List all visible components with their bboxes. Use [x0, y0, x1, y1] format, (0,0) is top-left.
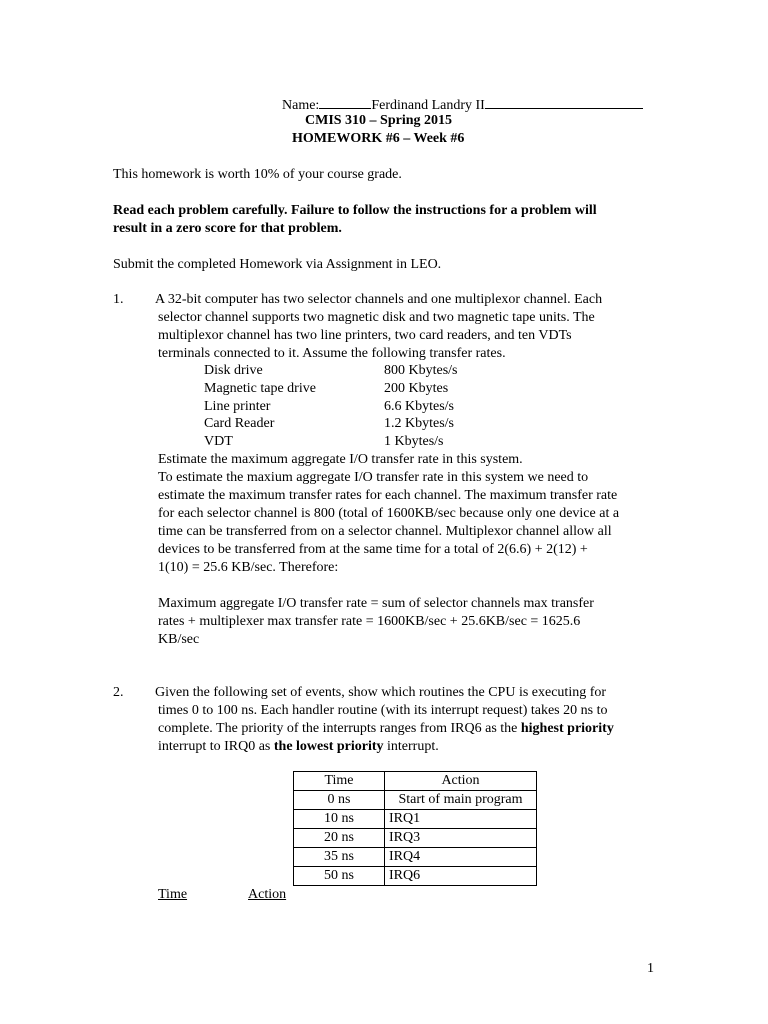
conclusion-line: KB/sec	[158, 632, 200, 647]
answer-line: To estimate the maxium aggregate I/O transfer rate in this system we need to	[158, 470, 589, 485]
worth-text: This homework is worth 10% of your course grade.	[113, 167, 402, 182]
table-header-time: Time	[294, 772, 385, 791]
rate-value: 1 Kbytes/s	[384, 434, 444, 449]
problem-1-line: multiplexor channel has two line printers, two card readers, and ten VDTs	[158, 328, 572, 343]
problem-2-number: 2.	[113, 685, 124, 700]
problem-2-line-3	[158, 720, 614, 737]
warning-line-1: Read each problem carefully. Failure to follow the instructions for a problem will	[113, 203, 597, 218]
rate-device: VDT	[204, 434, 233, 449]
name-blank-right	[485, 95, 643, 109]
problem-2-line: times 0 to 100 ns. Each handler routine (with its interrupt request) takes 20 ns to	[158, 703, 608, 718]
rate-value: 800 Kbytes/s	[384, 363, 458, 378]
rate-value: 1.2 Kbytes/s	[384, 416, 454, 431]
answer-action-label: Action	[248, 887, 287, 902]
answer-line: time can be transferred from on a selector channel. Multiplexor channel allow all	[158, 524, 612, 539]
table-cell-action: IRQ6	[385, 867, 537, 886]
problem-1-line: A 32-bit computer has two selector channels and one multiplexor channel. Each	[155, 292, 603, 307]
table-header-row	[294, 772, 537, 791]
student-name: Ferdinand Landry II	[371, 98, 485, 113]
line4-text: interrupt to IRQ0 as	[158, 739, 274, 754]
highest-priority-text: highest priority	[520, 721, 614, 736]
table-cell-time: 35 ns	[294, 848, 385, 867]
answer-line: devices to be transferred from at the same time for a total of 2(6.6) + 2(12) +	[158, 542, 588, 557]
answer-line: estimate the maximum transfer rates for each channel. The maximum transfer rate	[158, 488, 618, 503]
lowest-priority-text: the lowest priority	[273, 739, 384, 754]
problem-2-line: Given the following set of events, show which routines the CPU is executing for	[155, 685, 607, 700]
events-table	[293, 771, 537, 886]
table-row	[294, 848, 537, 867]
homework-title: HOMEWORK #6 – Week #6	[292, 131, 465, 146]
answer-line: for each selector channel is 800 (total of 1600KB/sec because only one device at a	[158, 506, 620, 521]
line4-post-text: interrupt.	[383, 739, 439, 754]
course-title: CMIS 310 – Spring 2015	[305, 113, 453, 128]
table-cell-action: IRQ3	[385, 829, 537, 848]
table-cell-time: 10 ns	[294, 810, 385, 829]
conclusion-line: rates + multiplexer max transfer rate = 1600KB/sec + 25.6KB/sec = 1625.6	[158, 614, 581, 629]
problem-1-line: terminals connected to it. Assume the following transfer rates.	[158, 346, 506, 361]
rate-device: Magnetic tape drive	[204, 381, 316, 396]
page-number: 1	[647, 961, 654, 976]
rate-device: Card Reader	[204, 416, 275, 431]
rate-device: Disk drive	[204, 363, 263, 378]
table-row	[294, 867, 537, 886]
table-row	[294, 791, 537, 810]
rate-device: Line printer	[204, 399, 271, 414]
table-row	[294, 829, 537, 848]
rate-value: 200 Kbytes	[384, 381, 449, 396]
answer-line: 1(10) = 25.6 KB/sec. Therefore:	[158, 560, 339, 575]
problem-2-line-4	[158, 738, 439, 755]
table-cell-action: IRQ1	[385, 810, 537, 829]
table-cell-time: 50 ns	[294, 867, 385, 886]
table-header-action: Action	[385, 772, 537, 791]
name-blank-left	[319, 95, 371, 109]
warning-line-2: result in a zero score for that problem.	[113, 221, 342, 236]
answer-time-label: Time	[158, 887, 188, 902]
line3-text: complete. The priority of the interrupts ranges from IRQ6 as the	[158, 721, 521, 736]
table-cell-action: Start of main program	[385, 791, 537, 810]
rate-value: 6.6 Kbytes/s	[384, 399, 454, 414]
submit-text: Submit the completed Homework via Assignment in LEO.	[113, 257, 442, 272]
table-cell-time: 20 ns	[294, 829, 385, 848]
table-cell-action: IRQ4	[385, 848, 537, 867]
name-label: Name:	[282, 98, 320, 113]
problem-1-line: selector channel supports two magnetic disk and two magnetic tape units. The	[158, 310, 595, 325]
table-cell-time: 0 ns	[294, 791, 385, 810]
problem-1-number: 1.	[113, 292, 124, 307]
conclusion-line: Maximum aggregate I/O transfer rate = sum of selector channels max transfer	[158, 596, 594, 611]
table-row	[294, 810, 537, 829]
problem-1-question: Estimate the maximum aggregate I/O transfer rate in this system.	[158, 452, 523, 467]
